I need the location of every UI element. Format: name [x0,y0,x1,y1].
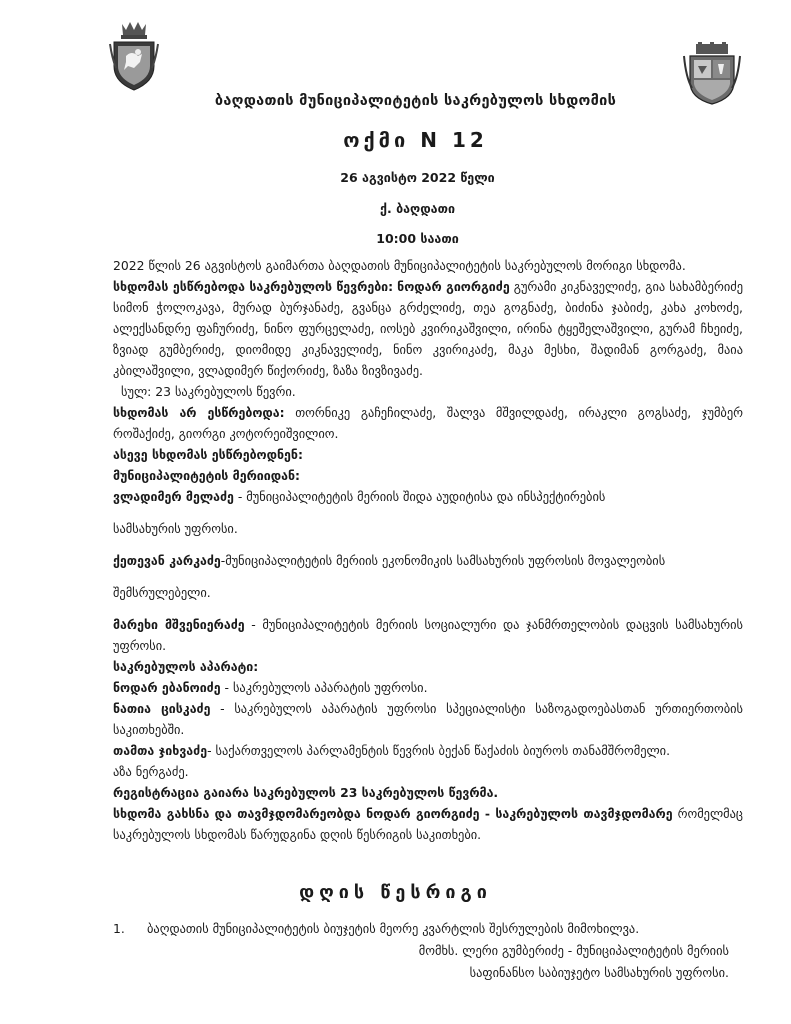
session-time: 10:00 საათი [376,231,459,246]
attendee-2-role: -მუნიციპალიტეტის მერიის ეკონომიკის სამსახურის უფროსის მოვალეობის [220,553,666,568]
staff-2-role: - საკრებულოს აპარატის უფროსი სპეციალისტი საზოგადოებასთან ურთიერთობის საკითხებში. [113,701,743,737]
attendee-3 [113,614,743,656]
attendee-1-role: - მუნიციპალიტეტის მერიის შიდა აუდიტისა და ინსპექტირების [233,489,606,504]
staff-4: აზა ნერგაძე. [113,764,189,779]
municipality-text: მუნიციპალიტეტის მერიიდან: [113,468,300,483]
municipality-heading [113,465,743,486]
members-total: სულ: 23 საკრებულოს წევრი. [121,384,296,399]
agenda-item-number: 1. [113,921,125,936]
apparatus-text: საკრებულოს აპარატი: [113,659,259,674]
opening-rest: რომელმაც საკრებულოს სხდომას წარუდგინა დღის წესრიგის საკითხები. [113,806,743,842]
intro-paragraph: 2022 წლის 26 აგვისტოს გაიმართა ბაღდათის მუნიციპალიტეტის საკრებულოს მორიგი სხდომა. [113,258,686,273]
protocol-body [113,255,743,845]
staff-3-role: - საქართველოს პარლამენტის წევრის ბექან წაქაძის ბიუროს თანამშრომელი. [207,743,671,758]
staff-3 [113,740,743,761]
attendee-2-role-cont: შემსრულებელი. [113,585,211,600]
apparatus-heading [113,656,743,677]
absent-list: თორნიკე გაჩეჩილაძე, შალვა მშვილდაძე, ირაკლი გოგსაძე, ჯუმბერ როშაქიძე, გიორგი კოტორეიშვილიო. [113,405,743,441]
registration-text: რეგისტრაცია გაიარა საკრებულოს 23 საკრებულოს წევრმა. [113,785,499,800]
registration [113,782,743,803]
opening [113,803,743,845]
also-present-text: ასევე სხდომას ესწრებოდნენ: [113,447,303,462]
agenda-item [113,918,743,940]
shield-emblem-icon [108,18,160,92]
absent-members [113,402,743,444]
attendee-1 [113,486,743,507]
also-present-heading [113,444,743,465]
staff-2 [113,698,743,740]
attendee-3-name: მარეხი მშვენიერაძე [113,617,245,632]
absent-label: სხდომას არ ესწრებოდა: [113,405,285,420]
attendee-2 [113,550,743,571]
session-header: ბაღდათის მუნიციპალიტეტის საკრებულოს სხდომის [214,93,617,109]
opening-bold: სხდომა გახსნა და თავმჯდომარეობდა ნოდარ გიორგიძე - საკრებულოს თავმჯდომარე [113,806,673,821]
protocol-title: ოქმი N 12 [343,128,488,152]
agenda-item-speaker: მომხს. ლერი გუმბერიძე - მუნიციპალიტეტის მერიის [418,943,729,958]
staff-2-name: ნათია ცისკაძე [113,701,211,716]
staff-1-name: ნოდარ ებანოიძე [113,680,221,695]
staff-1-role: - საკრებულოს აპარატის უფროსი. [220,680,428,695]
agenda-item-speaker-role: საფინანსო საბიუჯეტო სამსახურის უფროსი. [469,965,729,980]
agenda-title: დღის წესრიგი [299,882,492,903]
attendee-1-role-cont: სამსახურის უფროსი. [113,521,238,536]
present-members [113,276,743,381]
staff-3-name: თამთა ჯიხვაძე [113,743,208,758]
present-chair: ნოდარ გიორგიძე [397,279,510,294]
session-date: 26 აგვისტო 2022 წელი [340,170,495,185]
attendee-1-name: ვლადიმერ მელაძე [113,489,234,504]
agenda-list [113,918,743,984]
attendee-2-name: ქეთევან კარკაძე [113,553,221,568]
staff-1 [113,677,743,698]
present-label: სხდომას ესწრებოდა საკრებულოს წევრები: [113,279,394,294]
attendee-3-role: - მუნიციპალიტეტის მერიის სოციალური და ჯანმრთელობის დაცვის სამსახურის უფროსი. [113,617,743,653]
present-list: გურამი კიკნაველიძე, გია სახამბერიძე სიმონ ჭოლოკავა, მურად ბურჯანაძე, გვანცა გრძელიძე, თეა გოგნაძე, ბიძინა ჯაბიძე, კახა კოხოძე, ალექსანდრე ფაჩურიძე, ნინო ფურცელაძე, იოსებ კვირიკაშვილი, ირინა ტყეშელაშვილი, გურამ ჩხეიძე, ზვიად გუმბერიძე, დიომიდე კიკნაველიძე, ნინო კვირიკაძე, მაკა მესხი, შადიმან გორგაძე, მაია კბილაშვილი, ვლადიმერ წიქორიძე, ზაზა ზივზივაძე. [113,279,743,378]
session-place: ქ. ბაღდათი [380,201,455,216]
agenda-item-text: ბაღდათის მუნიციპალიტეტის ბიუჯეტის მეორე კვარტლის შესრულების მიმოხილვა. [147,921,640,936]
